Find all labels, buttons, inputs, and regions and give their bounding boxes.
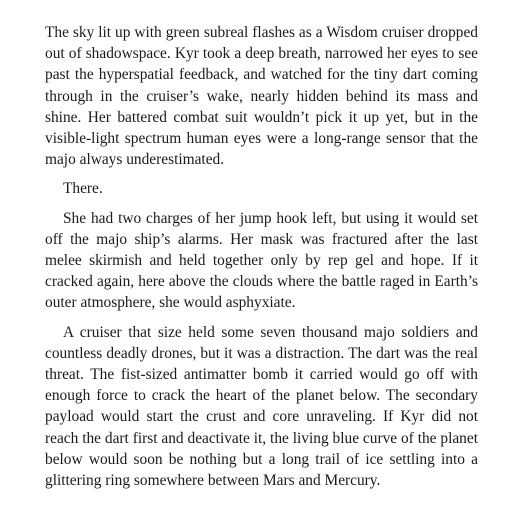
paragraph-2: There.	[63, 180, 103, 198]
paragraph-3: She had two charges of her jump hook left, but using it would set off the majo ship’s alarms. Her mask was fractured after the last melee skirmish and held together only by rep gel and hope. If it cracked again, here above the clouds where the battle raged in Earth’s outer atmosphere, she would asphyxiate.	[45, 209, 478, 312]
paragraph-1: The sky lit up with green subreal flashes as a Wisdom cruiser dropped out of shadowspace. Kyr took a deep breath, narrowed her eyes to see past the hyperspatial feedback, and watched for the tiny dart coming through in the cruiser’s wake, nearly hidden behind its mass and shine. Her battered combat suit wouldn’t pick it up yet, but in the visible-light spectrum human eyes were a long-range sensor that the majo always underestimated.	[45, 24, 478, 169]
paragraph-4: A cruiser that size held some seven thousand majo soldiers and countless deadly drones, but it was a distraction. The dart was the real threat. The fist-sized antimatter bomb it carried would go off with enough force to crack the heart of the planet below. The secondary payload would start the crust and core unraveling. If Kyr did not reach the dart first and deactivate it, the living blue curve of the planet below would soon be nothing but a long trail of ice settling into a glittering ring somewhere between Mars and Mercury.	[45, 323, 478, 490]
